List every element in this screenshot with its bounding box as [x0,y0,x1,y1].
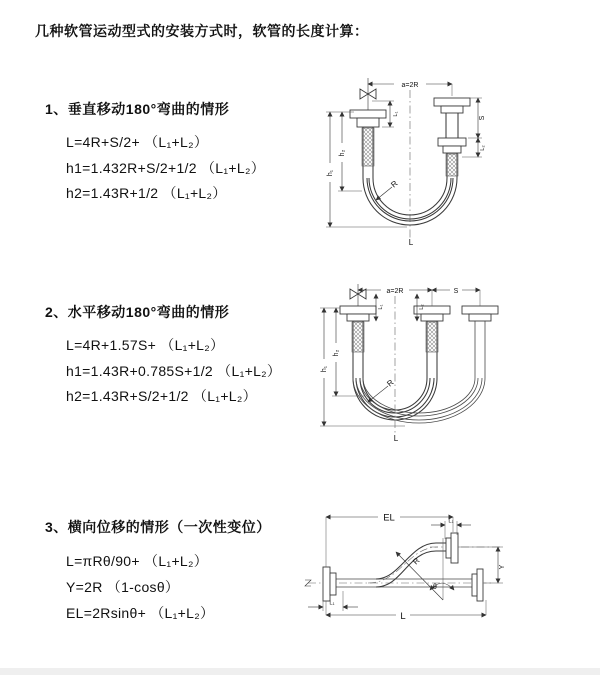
flange [451,533,458,563]
formula-list [66,130,265,207]
diagram-vertical-180-bend [310,70,600,260]
formula-line: L=4R+S/2+ （L₁+L₂） [66,134,209,150]
flange [469,314,491,321]
left-end-fitting [323,567,336,601]
scan-edge [0,668,600,675]
formula-line: L=4R+1.57S+ （L₁+L₂） [66,337,225,353]
flange [323,567,330,601]
flange [443,146,461,153]
pipe-original-position [336,569,483,601]
flange [347,314,369,321]
dim-label-l2: L₂ [480,145,486,151]
hose-s-curve [376,543,451,587]
dim-label-a2r: a=2R [386,287,404,295]
diagram-lateral-displacement [298,495,598,665]
formula-list [66,548,271,626]
braided-hose-hatch [352,322,364,352]
dim-label-h1: h₁ [321,365,328,373]
flange [421,314,443,321]
flange [472,574,477,596]
dim-label-h1: h₁ [327,169,334,177]
formula-line: EL=2Rsinθ+ （L₁+L₂） [66,605,215,621]
dim-label-l1: L₁ [393,111,399,117]
flange [357,118,379,127]
dim-label-l: L [393,434,399,443]
dim-label-a2r: a=2R [401,81,419,89]
left-end-fitting [340,284,376,321]
formula-line: L=πRθ/90+ （L₁+L₂） [66,553,209,569]
right-end-fitting [434,98,470,153]
dim-label-l: L [408,238,414,247]
dim-label-r: R [411,556,422,567]
dim-label-s: S [453,287,459,295]
formula-line: h2=1.43R+1/2 （L₁+L₂） [66,185,227,201]
dimension-lines [308,517,503,615]
formula-line: Y=2R （1-cosθ） [66,579,180,595]
left-end-fitting [350,78,386,127]
dim-label-h2: h₂ [333,349,340,357]
formula-line: h1=1.432R+S/2+1/2 （L₁+L₂） [66,159,266,176]
page-title: 几种软管运动型式的安装方式时，软管的长度计算： [35,23,369,39]
formula-line: h2=1.43R+S/2+1/2 （L₁+L₂） [66,388,257,404]
dim-label-l1-top: L₁ [448,518,454,525]
displaced-end-fitting [462,306,498,321]
section-vertical-bend [45,101,265,207]
flange [350,110,386,118]
braided-hose-hatch [446,154,458,176]
section-heading: 1、垂直移动180°弯曲的情形 [45,101,230,117]
flange [477,569,483,601]
formula-line: h1=1.43R+0.785S+1/2 （L₁+L₂） [66,362,282,379]
section-lateral-displacement [45,519,271,626]
flange [441,106,463,113]
section-heading: 2、水平移动180°弯曲的情形 [45,304,230,320]
dim-label-l: L [400,611,406,622]
dim-label-theta: θ [433,584,437,591]
flange [438,138,466,146]
dim-label-l1-bottom: L₁ [329,600,335,607]
hose-u-bend-displaced [353,321,485,423]
dim-label-el: EL [383,512,395,524]
braided-hose-hatch [426,322,438,352]
formula-list [66,333,281,410]
flange [446,538,451,558]
dim-label-y: Y [499,564,506,570]
dim-label-s: S [479,115,486,121]
dim-label-r: R [389,178,400,190]
flange [434,98,470,106]
section-heading: 3、横向位移的情形（一次性变位） [45,519,271,535]
flange [330,573,336,595]
flange [340,306,376,314]
section-horizontal-bend [45,304,281,410]
flange [462,306,498,314]
dim-label-l2: L₂ [419,304,425,310]
dim-label-h2: h₂ [339,149,346,157]
dim-label-l1: L₁ [378,304,384,310]
displaced-end-fitting [446,533,458,563]
dim-label-r: R [385,377,396,389]
diagram-horizontal-180-bend [310,278,600,470]
braided-hose-hatch [362,128,374,166]
